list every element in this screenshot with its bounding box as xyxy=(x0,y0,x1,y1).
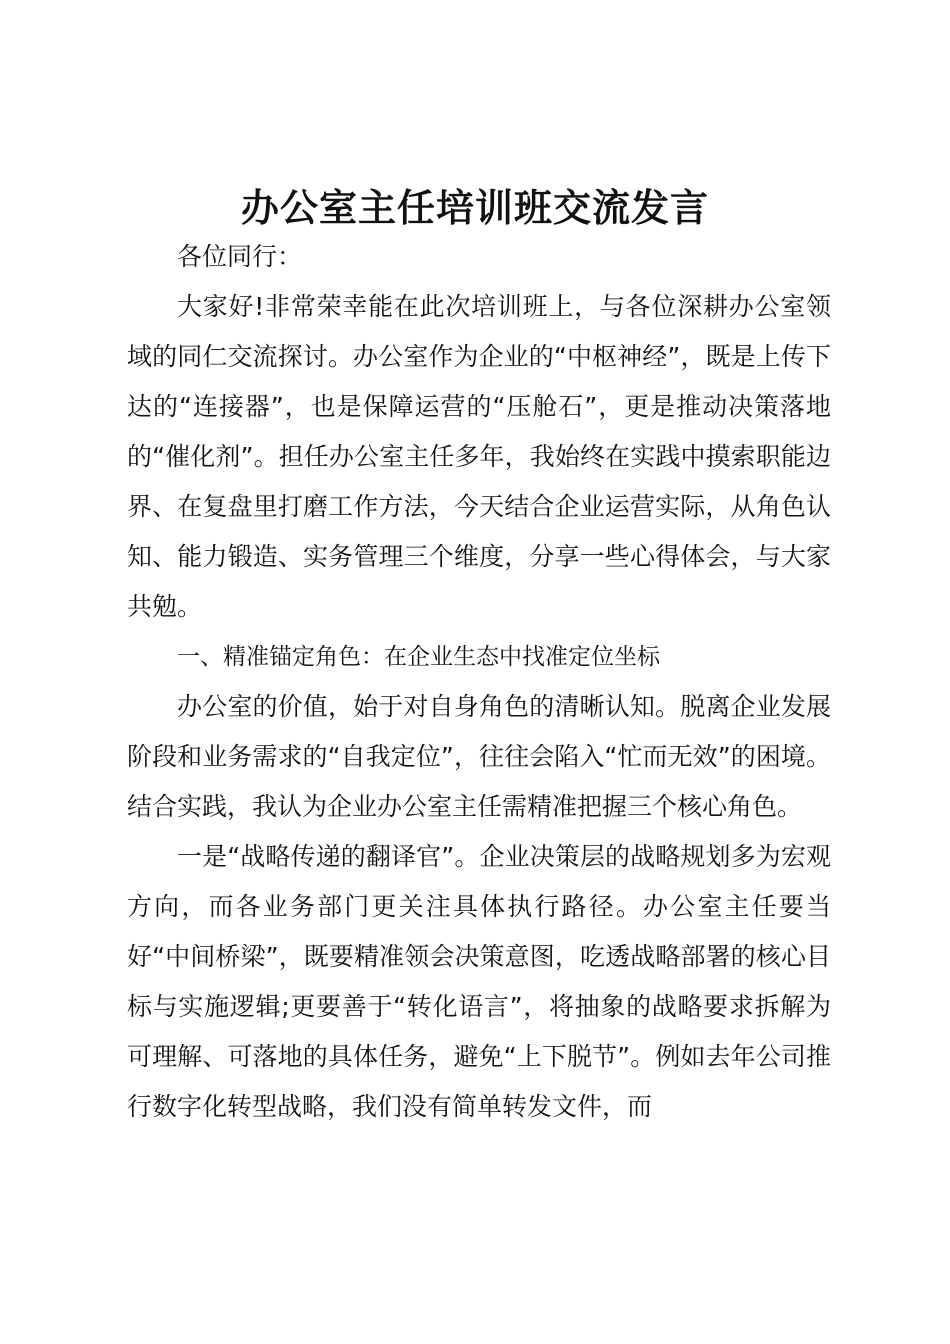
greeting: 各位同行： xyxy=(177,242,303,271)
paragraph-role-one: 一是“战略传递的翻译官”。企业决策层的战略规划多为宏观方向，而各业务部门更关注具体执行路径。办公室主任要当好“中间桥梁”，既要精准领会决策意图，吃透战略部署的核心目标与实施逻辑;更要善于“转化语言”，将抽象的战略要求拆解为可理解、可落地的具体任务，避免“上下脱节”。例如去年公司推行数字化转型战略，我们没有简单转发文件，而 xyxy=(127,842,831,1121)
document-title: 办公室主任培训班交流发言 xyxy=(240,185,709,230)
document-body xyxy=(127,232,831,1132)
paragraph-role-intro: 办公室的价值，始于对自身角色的清晰认知。脱离企业发展阶段和业务需求的“自我定位”，往往会陷入“忙而无效”的困境。结合实践，我认为企业办公室主任需精准把握三个核心角色。 xyxy=(127,692,831,821)
section-heading: 一、精准锚定角色：在企业生态中找准定位坐标 xyxy=(177,644,660,670)
paragraph-intro: 大家好!非常荣幸能在此次培训班上，与各位深耕办公室领域的同仁交流探讨。办公室作为企业的“中枢神经”，既是上传下达的“连接器”，也是保障运营的“压舱石”，更是推动决策落地的“催化剂”。担任办公室主任多年，我始终在实践中摸索职能边界、在复盘里打磨工作方法，今天结合企业运营实际，从角色认知、能力锻造、实务管理三个维度，分享一些心得体会，与大家共勉。 xyxy=(127,292,831,621)
